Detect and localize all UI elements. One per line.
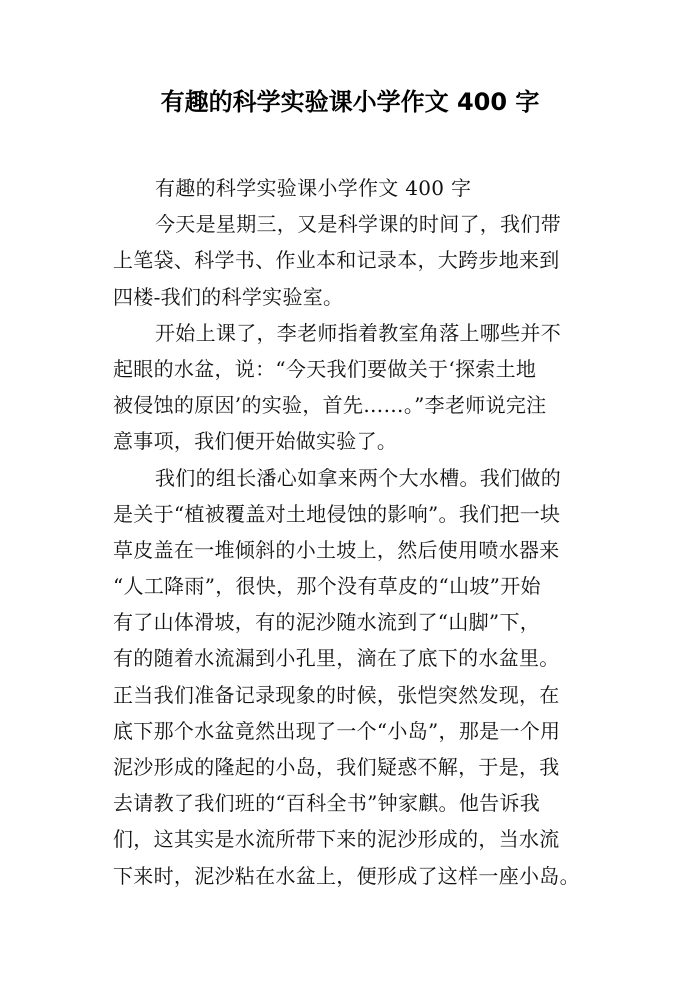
paragraph-line: 上笔袋、科学书、作业本和记录本，大跨步地来到: [113, 248, 560, 273]
paragraph-line: 下来时，泥沙粘在水盆上，便形成了这样一座小岛。: [113, 863, 580, 888]
subtitle-line: 有趣的科学实验课小学作文 400 字: [155, 176, 472, 200]
paragraph-line: 有了山体滑坡，有的泥沙随水流到了“山脚”下，: [113, 610, 541, 635]
paragraph-line: 四楼-我们的科学实验室。: [113, 284, 344, 309]
paragraph-line: 我们的组长潘心如拿来两个大水槽。我们做的: [155, 465, 561, 490]
paragraph-line: 被侵蚀的原因’的实验，首先……。”李老师说完注: [113, 393, 547, 418]
paragraph-line: 起眼的水盆，说：“今天我们要做关于‘探索土地: [113, 356, 537, 381]
paragraph-line: 泥沙形成的隆起的小岛，我们疑惑不解，于是，我: [113, 755, 560, 779]
paragraph-line: “人工降雨”，很快，那个没有草皮的“山坡”开始: [113, 574, 541, 599]
paragraph-line: 正当我们准备记录现象的时候，张恺突然发现，在: [113, 682, 560, 707]
paragraph-line: 意事项，我们便开始做实验了。: [113, 429, 398, 454]
essay-body: [113, 170, 601, 894]
paragraph-line: 草皮盖在一堆倾斜的小土坡上，然后使用喷水器来: [113, 537, 560, 562]
page-title: 有趣的科学实验课小学作文 400 字: [160, 88, 540, 116]
paragraph-line: 们，这其实是水流所带下来的泥沙形成的，当水流: [113, 827, 560, 852]
paragraph-line: 开始上课了，李老师指着教室角落上哪些并不: [155, 320, 561, 345]
paragraph-line: 今天是星期三，又是科学课的时间了，我们带: [155, 212, 561, 237]
paragraph-line: 有的随着水流漏到小孔里，滴在了底下的水盆里。: [113, 646, 560, 671]
paragraph-line: 底下那个水盆竟然出现了一个“小岛”，那是一个用: [113, 718, 561, 743]
paragraph-line: 是关于“植被覆盖对土地侵蚀的影响”。我们把一块: [113, 501, 561, 526]
paragraph-line: 去请教了我们班的“百科全书”钟家麒。他告诉我: [113, 791, 541, 816]
